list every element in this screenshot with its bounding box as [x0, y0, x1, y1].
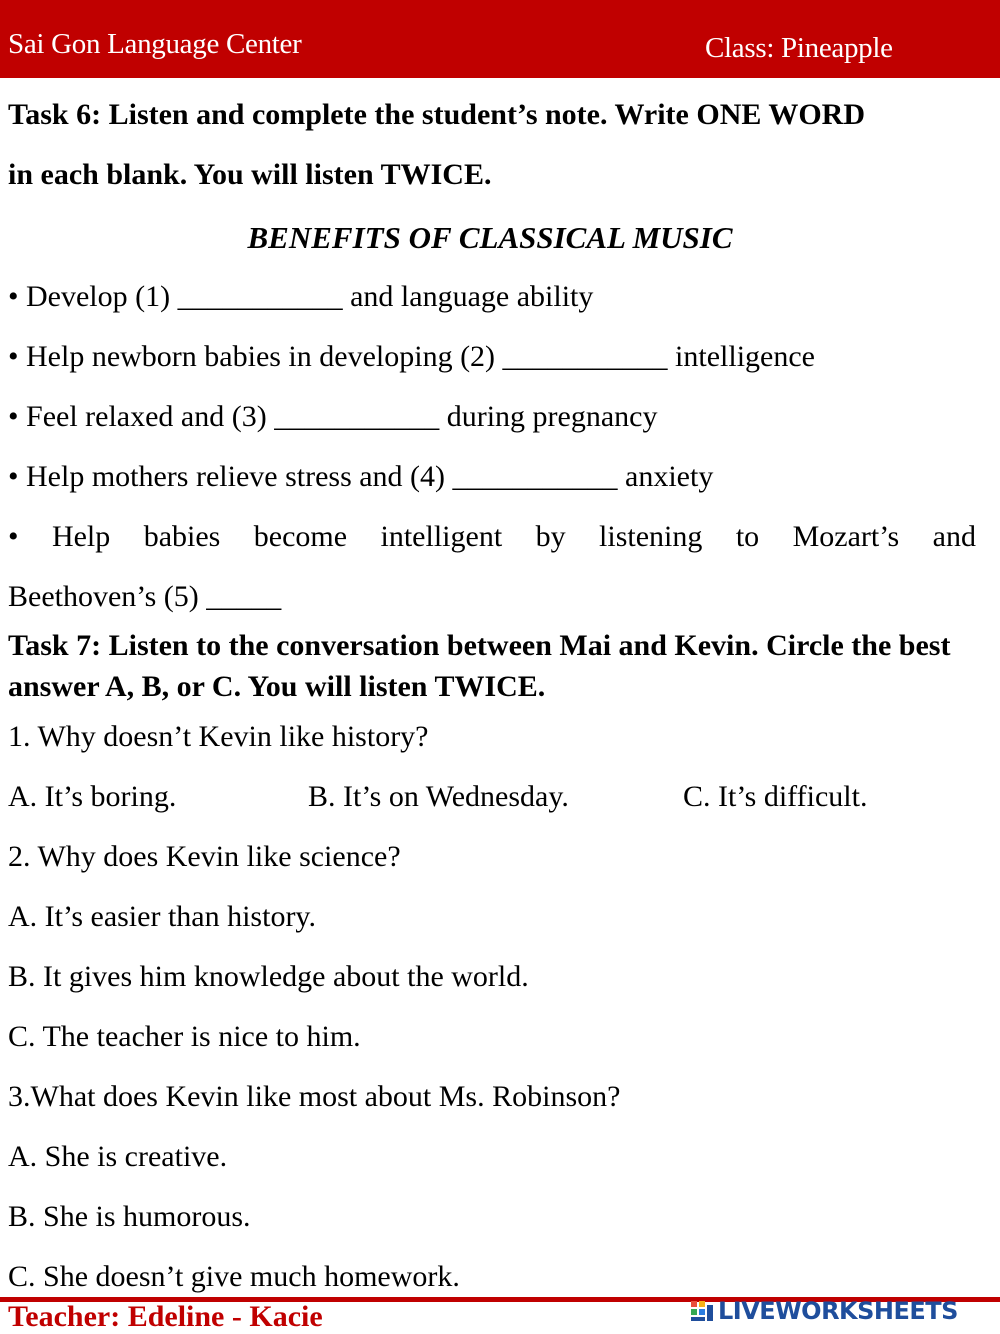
- item5-word: to: [735, 520, 760, 553]
- q1-option-a[interactable]: A. It’s boring.: [8, 780, 177, 813]
- item5-word: by: [535, 520, 566, 553]
- q3-option-b[interactable]: B. She is humorous.: [8, 1200, 251, 1233]
- liveworksheets-logo[interactable]: [690, 1296, 958, 1326]
- q2-option-b[interactable]: B. It gives him knowledge about the world.: [8, 960, 529, 993]
- q1-option-b[interactable]: B. It’s on Wednesday.: [308, 780, 569, 813]
- q1-question: 1. Why doesn’t Kevin like history?: [8, 720, 429, 753]
- item5-word: •: [8, 520, 19, 553]
- q2-question: 2. Why does Kevin like science?: [8, 840, 401, 873]
- item5-word: Help: [51, 520, 111, 553]
- task6-item-3: • Feel relaxed and (3) ___________ during pregnancy: [8, 400, 658, 433]
- item5-word: Mozart’s: [792, 520, 900, 553]
- task6-item-2: • Help newborn babies in developing (2) ___________ intelligence: [8, 340, 815, 373]
- item5-word: and: [932, 520, 976, 553]
- q2-option-a[interactable]: A. It’s easier than history.: [8, 900, 316, 933]
- task6-item-1: • Develop (1) ___________ and language ability: [8, 280, 594, 313]
- class-label: Class: Pineapple: [705, 32, 893, 64]
- q3-option-c[interactable]: C. She doesn’t give much homework.: [8, 1260, 460, 1293]
- q3-question: 3.What does Kevin like most about Ms. Robinson?: [8, 1080, 621, 1113]
- task6-item-4: • Help mothers relieve stress and (4) ___________ anxiety: [8, 460, 714, 493]
- task6-instruction-line2: in each blank. You will listen TWICE.: [8, 158, 492, 191]
- q3-option-a[interactable]: A. She is creative.: [8, 1140, 228, 1173]
- q2-option-c[interactable]: C. The teacher is nice to him.: [8, 1020, 361, 1053]
- item5-word: intelligent: [380, 520, 503, 553]
- liveworksheets-logo-icon: [690, 1299, 714, 1323]
- task7-instruction: Task 7: Listen to the conversation between Mai and Kevin. Circle the best answer A, B, or C. You will listen TWICE.: [8, 629, 951, 703]
- teacher-name: Teacher: Edeline - Kacie: [8, 1300, 323, 1333]
- task6-item-5-line1: [8, 520, 976, 554]
- item5-word: babies: [143, 520, 221, 553]
- task6-item-5-line2: Beethoven’s (5) _____: [8, 580, 282, 613]
- item5-word: become: [253, 520, 348, 553]
- task6-title: BENEFITS OF CLASSICAL MUSIC: [247, 220, 733, 255]
- item5-word: listening: [599, 520, 703, 553]
- task6-instruction-line1: Task 6: Listen and complete the student’s note. Write ONE WORD: [8, 98, 865, 131]
- center-name: Sai Gon Language Center: [8, 28, 302, 60]
- header-bar: [0, 0, 1000, 78]
- liveworksheets-logo-text: LIVEWORKSHEETS: [718, 1297, 958, 1325]
- q1-option-c[interactable]: C. It’s difficult.: [683, 780, 868, 813]
